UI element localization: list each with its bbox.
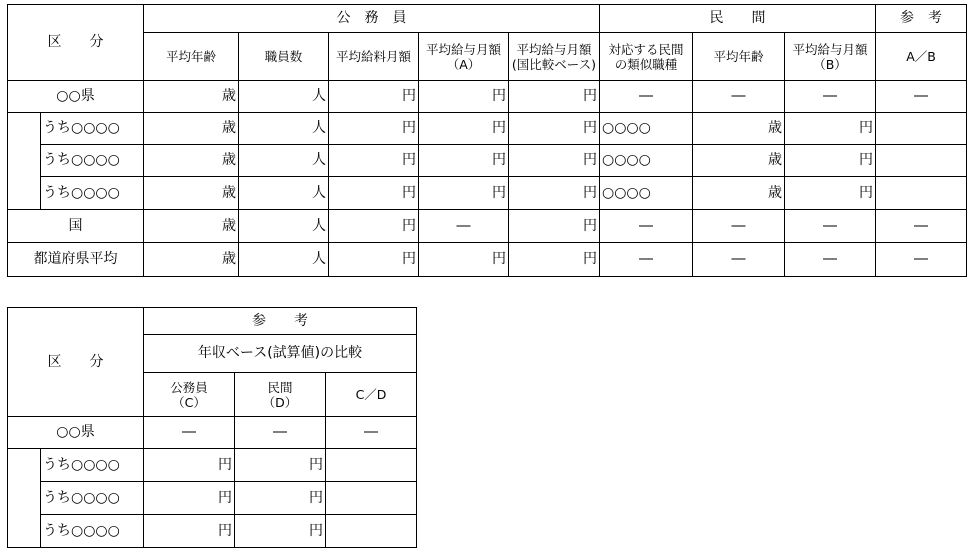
cell-d: ― (235, 417, 326, 449)
cell-salary: 円 (329, 243, 419, 277)
row-label: うち○○○○ (41, 145, 144, 177)
cell-c: 円 (144, 449, 235, 482)
col-pay-nat (509, 33, 600, 81)
table-row (8, 177, 967, 210)
col-c-label-2: （C） (172, 394, 206, 410)
table-row (8, 515, 417, 548)
row-label: ○○県 (8, 81, 144, 113)
cell-staff: 人 (239, 81, 329, 113)
koumuin-header: 公 務 員 (144, 5, 600, 33)
table-row (8, 113, 967, 145)
row-label: ○○県 (8, 417, 144, 449)
cell-similar: ○○○○ (600, 113, 693, 145)
row-label: うち○○○○ (41, 515, 144, 548)
cell-pay-b: ― (785, 81, 876, 113)
kubun-header: 区 分 (8, 5, 144, 81)
col-cd-ratio (326, 373, 417, 417)
table-row (8, 449, 417, 482)
cell-age: 歳 (144, 243, 239, 277)
cell-staff: 人 (239, 243, 329, 277)
table-row (8, 81, 967, 113)
cell-salary: 円 (329, 210, 419, 243)
cell-pay-a: 円 (419, 145, 509, 177)
cell-pay-a: 円 (419, 113, 509, 145)
cell-ratio (876, 113, 967, 145)
row-label: 都道府県平均 (8, 243, 144, 277)
table-row (8, 482, 417, 515)
cell-similar: ― (600, 81, 693, 113)
cell-similar: ― (600, 210, 693, 243)
col-pay-nat-label-2: (国比較ベース) (511, 56, 597, 72)
table-row (8, 417, 417, 449)
cell-m-age: 歳 (693, 177, 785, 210)
cell-staff: 人 (239, 145, 329, 177)
cell-salary: 円 (329, 113, 419, 145)
cell-similar: ○○○○ (600, 145, 693, 177)
col-m-age-label: 平均年齢 (713, 49, 764, 64)
sankou-header: 参 考 (144, 308, 417, 335)
cell-ratio (326, 449, 417, 482)
row-label: うち○○○○ (41, 113, 144, 145)
cell-salary: 円 (329, 145, 419, 177)
cell-ratio: ― (876, 210, 967, 243)
kubun-header: 区 分 (8, 308, 144, 417)
col-pay-b (785, 33, 876, 81)
col-pay-nat-label-1: 平均給与月額 (516, 41, 592, 57)
cell-m-age: ― (693, 243, 785, 277)
cell-d: 円 (235, 482, 326, 515)
cell-pay-b: ― (785, 210, 876, 243)
col-salary-month (329, 33, 419, 81)
cell-pay-b: 円 (785, 113, 876, 145)
cell-salary: 円 (329, 177, 419, 210)
cell-pay-nat: 円 (509, 145, 600, 177)
sankou-header: 参 考 (876, 5, 967, 33)
cell-pay-b: 円 (785, 145, 876, 177)
cell-ratio: ― (876, 243, 967, 277)
cell-pay-nat: 円 (509, 113, 600, 145)
col-salary-month-label: 平均給料月額 (335, 49, 411, 64)
col-pay-b-label-1: 平均給与月額 (792, 41, 868, 57)
salary-comparison-table (7, 4, 967, 277)
cell-m-age: ― (693, 210, 785, 243)
cell-c: 円 (144, 482, 235, 515)
cell-c: ― (144, 417, 235, 449)
col-similar-label-1: 対応する民間 (608, 41, 684, 57)
annual-income-comparison-table (7, 307, 417, 548)
col-d (235, 373, 326, 417)
row-label: うち○○○○ (41, 177, 144, 210)
col-staff (239, 33, 329, 81)
cell-pay-nat: 円 (509, 177, 600, 210)
cell-similar: ― (600, 243, 693, 277)
cell-c: 円 (144, 515, 235, 548)
col-pay-b-label-2: （B） (813, 56, 847, 72)
col-c (144, 373, 235, 417)
cell-ratio (876, 177, 967, 210)
row-label: うち○○○○ (41, 482, 144, 515)
row-label: 国 (8, 210, 144, 243)
cell-m-age: 歳 (693, 145, 785, 177)
cell-pay-a: 円 (419, 81, 509, 113)
cell-age: 歳 (144, 177, 239, 210)
cell-salary: 円 (329, 81, 419, 113)
cell-age: 歳 (144, 145, 239, 177)
annual-income-subheader: 年収ベース(試算値)の比較 (144, 335, 417, 373)
cell-age: 歳 (144, 113, 239, 145)
cell-ratio (876, 145, 967, 177)
col-staff-label: 職員数 (264, 49, 303, 64)
minkan-header: 民 間 (600, 5, 876, 33)
col-m-age (693, 33, 785, 81)
cell-pay-a: 円 (419, 243, 509, 277)
cell-age: 歳 (144, 81, 239, 113)
cell-pay-b: ― (785, 243, 876, 277)
cell-ratio: ― (326, 417, 417, 449)
col-d-label-2: （D） (262, 394, 298, 410)
cell-staff: 人 (239, 177, 329, 210)
cell-ratio: ― (876, 81, 967, 113)
col-similar-label-2: の類似職種 (614, 56, 678, 72)
cell-pay-a: ― (419, 210, 509, 243)
cell-similar: ○○○○ (600, 177, 693, 210)
row-label: うち○○○○ (41, 449, 144, 482)
cell-d: 円 (235, 515, 326, 548)
col-age (144, 33, 239, 81)
col-pay-a-label-1: 平均給与月額 (425, 41, 501, 57)
table-row (8, 243, 967, 277)
indent-spacer (8, 449, 41, 548)
cell-d: 円 (235, 449, 326, 482)
cell-m-age: 歳 (693, 113, 785, 145)
col-d-label-1: 民間 (267, 379, 293, 395)
cell-staff: 人 (239, 210, 329, 243)
cell-pay-nat: 円 (509, 81, 600, 113)
cell-age: 歳 (144, 210, 239, 243)
col-similar (600, 33, 693, 81)
col-pay-a (419, 33, 509, 81)
table-row (8, 145, 967, 177)
col-pay-a-label-2: （A） (446, 56, 481, 72)
col-ratio (876, 33, 967, 81)
col-cd-ratio-label: C／D (355, 387, 387, 402)
cell-pay-a: 円 (419, 177, 509, 210)
cell-ratio (326, 515, 417, 548)
col-age-label: 平均年齢 (165, 49, 216, 64)
cell-pay-nat: 円 (509, 210, 600, 243)
cell-pay-nat: 円 (509, 243, 600, 277)
cell-ratio (326, 482, 417, 515)
cell-m-age: ― (693, 81, 785, 113)
table-row (8, 210, 967, 243)
col-c-label-1: 公務員 (170, 379, 208, 395)
col-ratio-label: A／B (906, 49, 936, 64)
cell-staff: 人 (239, 113, 329, 145)
indent-spacer (8, 113, 41, 210)
cell-pay-b: 円 (785, 177, 876, 210)
